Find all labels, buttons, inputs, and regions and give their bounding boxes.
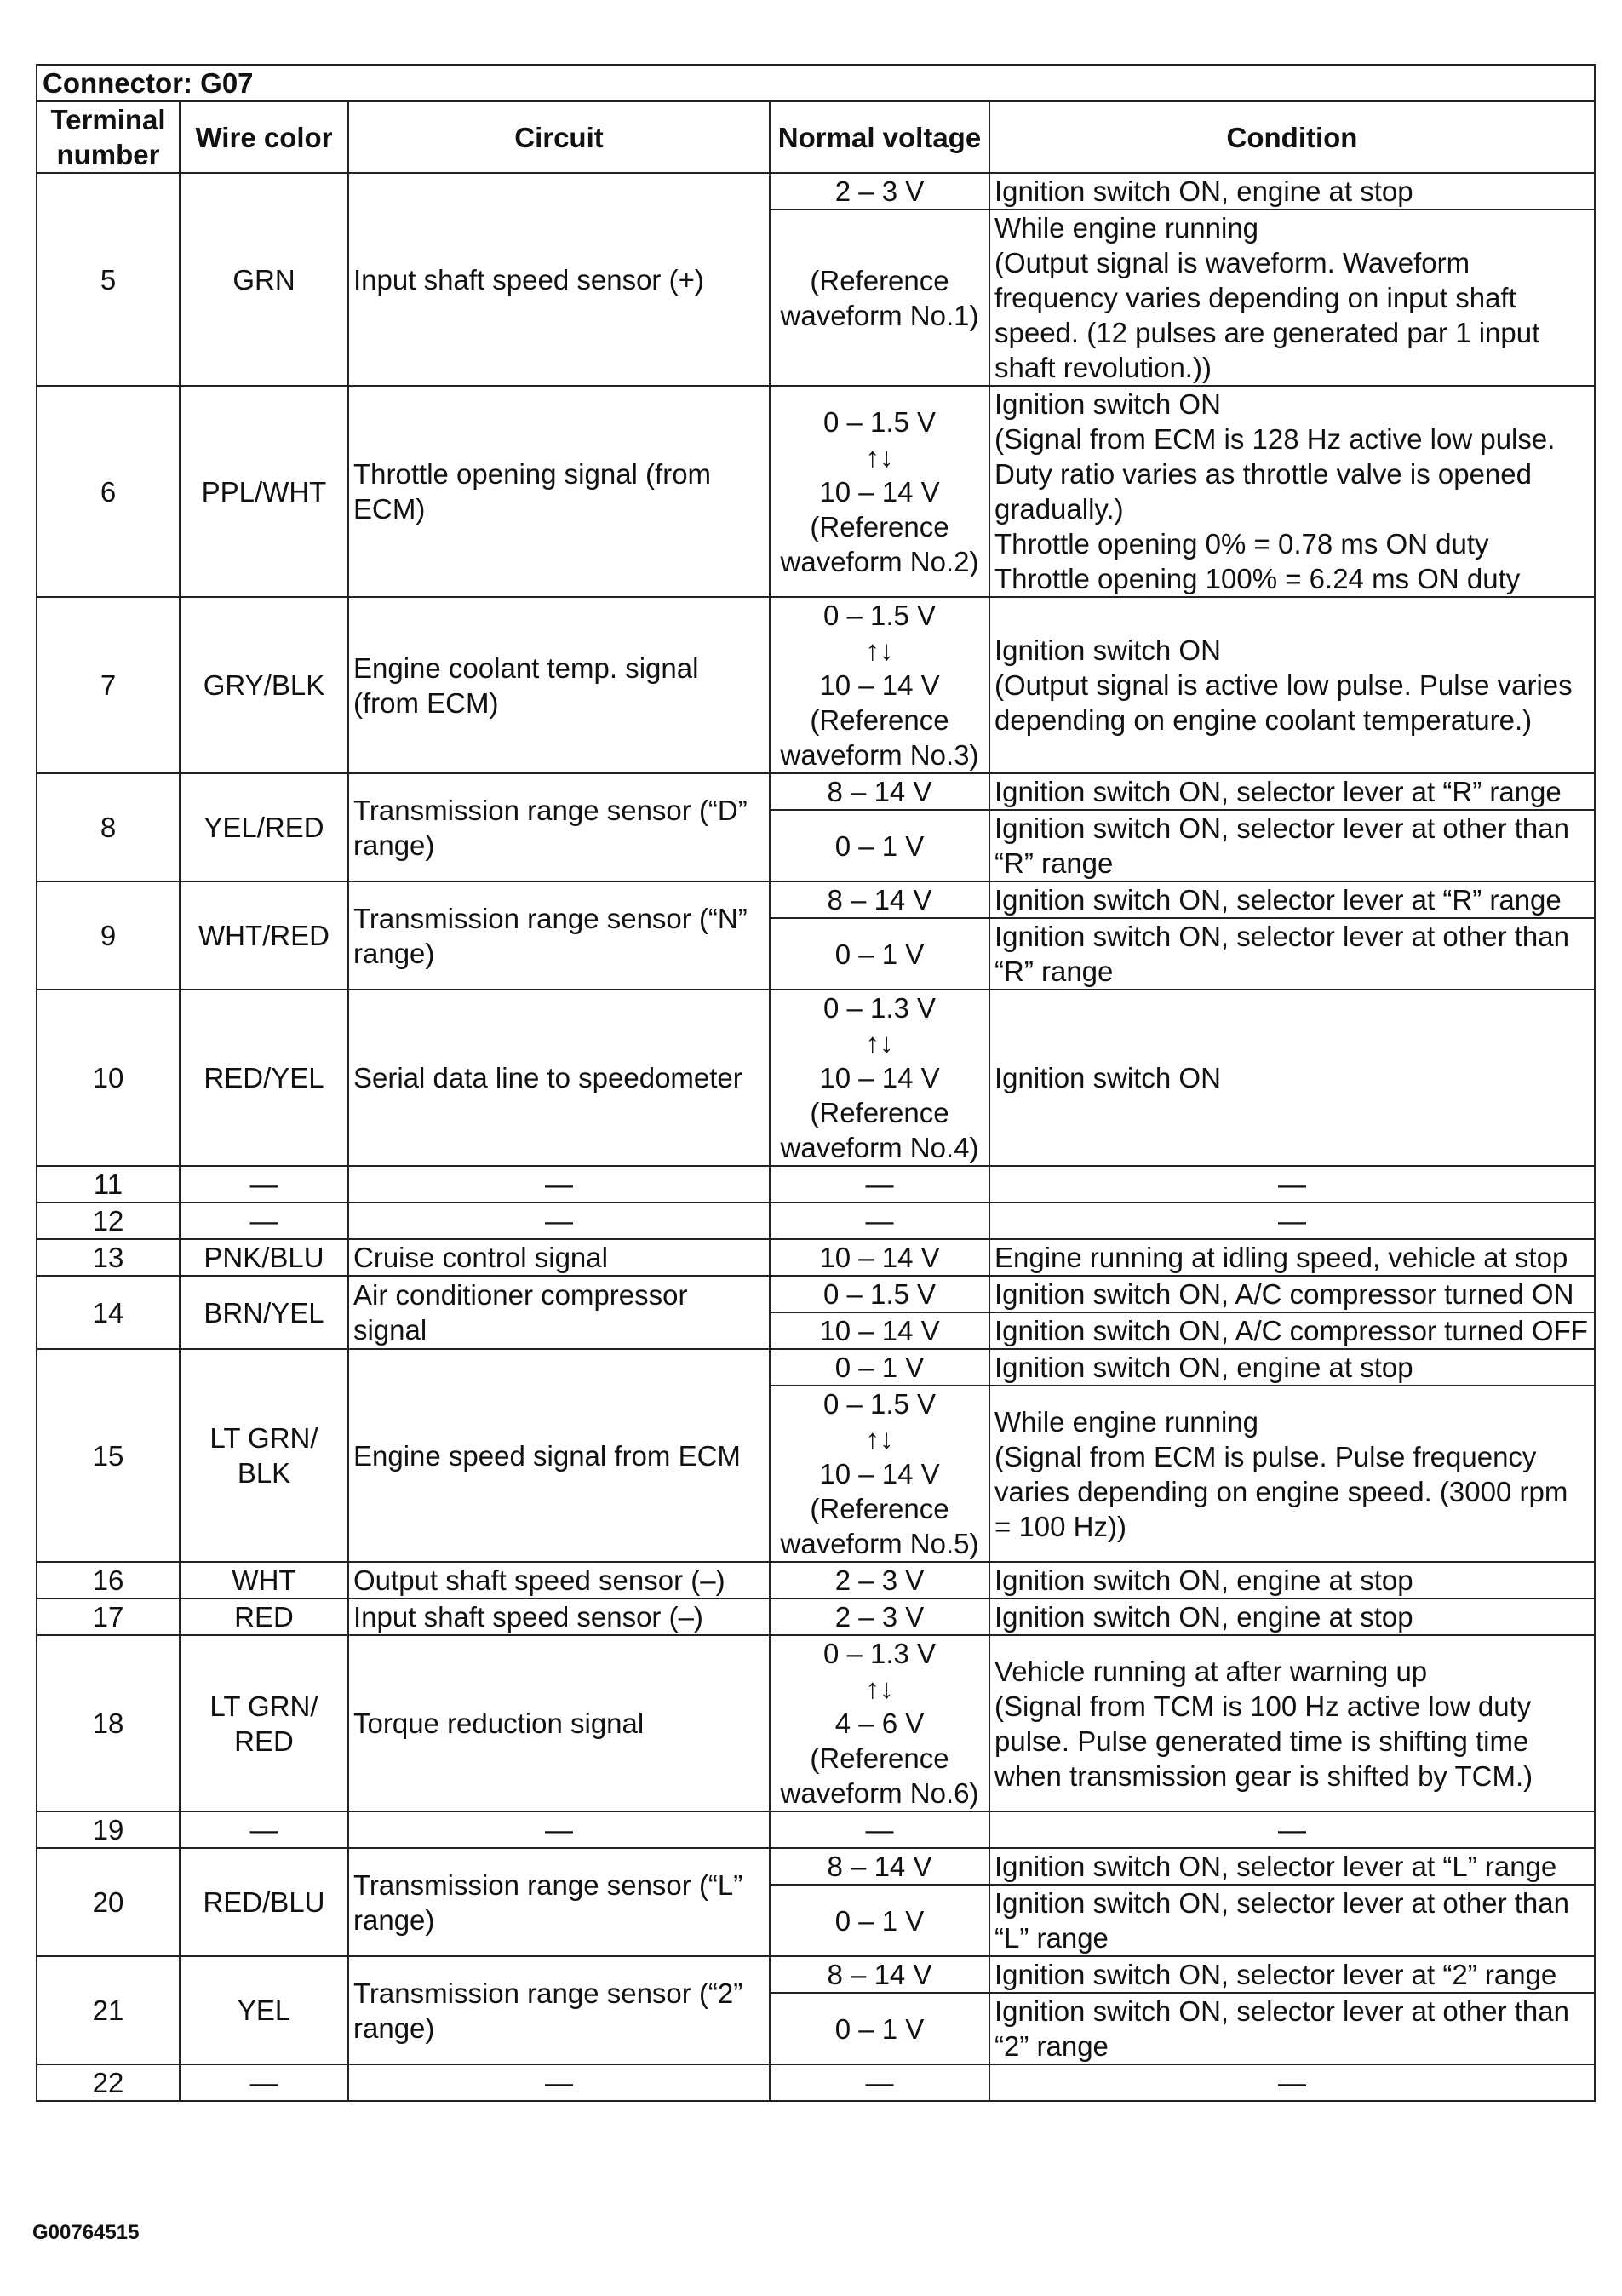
normal-voltage-cell: — xyxy=(770,1166,989,1203)
table-row xyxy=(37,1848,1595,1885)
terminal-number-cell: 11 xyxy=(37,1166,180,1203)
table-row xyxy=(37,597,1595,773)
wire-color-cell: PNK/BLU xyxy=(180,1239,348,1276)
table-row xyxy=(37,1599,1595,1635)
header-condition: Condition xyxy=(989,101,1595,173)
condition-cell: Ignition switch ON, selector lever at “R” range xyxy=(989,773,1595,810)
table-row xyxy=(37,1166,1595,1203)
table-row xyxy=(37,1635,1595,1811)
normal-voltage-cell: 0 – 1 V xyxy=(770,918,989,990)
table-row xyxy=(37,1811,1595,1848)
connector-title-row xyxy=(37,65,1595,101)
circuit-cell: Serial data line to speedometer xyxy=(348,990,770,1166)
circuit-cell: Input shaft speed sensor (+) xyxy=(348,173,770,386)
circuit-cell: — xyxy=(348,2064,770,2101)
circuit-cell: Throttle opening signal (from ECM) xyxy=(348,386,770,597)
condition-cell: Ignition switch ON, A/C compressor turned OFF xyxy=(989,1312,1595,1349)
table-row xyxy=(37,1276,1595,1312)
condition-cell: Ignition switch ON, selector lever at “2” range xyxy=(989,1956,1595,1993)
wire-color-cell: WHT xyxy=(180,1562,348,1599)
wire-color-cell: GRY/BLK xyxy=(180,597,348,773)
circuit-cell: Transmission range sensor (“N” range) xyxy=(348,881,770,990)
connector-table-sheet xyxy=(36,64,1594,2102)
table-row xyxy=(37,881,1595,918)
wire-color-cell: YEL/RED xyxy=(180,773,348,881)
circuit-cell: Torque reduction signal xyxy=(348,1635,770,1811)
terminal-number-cell: 22 xyxy=(37,2064,180,2101)
condition-cell: Ignition switch ON, selector lever at other than “2” range xyxy=(989,1993,1595,2064)
wire-color-cell: LT GRN/ BLK xyxy=(180,1349,348,1562)
normal-voltage-cell: 0 – 1 V xyxy=(770,1349,989,1386)
wire-color-cell: RED/BLU xyxy=(180,1848,348,1956)
condition-cell: — xyxy=(989,2064,1595,2101)
table-row xyxy=(37,386,1595,597)
terminal-number-cell: 7 xyxy=(37,597,180,773)
normal-voltage-cell: 8 – 14 V xyxy=(770,1848,989,1885)
normal-voltage-cell: 0 – 1 V xyxy=(770,1885,989,1956)
normal-voltage-cell: 10 – 14 V xyxy=(770,1312,989,1349)
terminal-number-cell: 9 xyxy=(37,881,180,990)
condition-cell: — xyxy=(989,1811,1595,1848)
circuit-cell: Transmission range sensor (“L” range) xyxy=(348,1848,770,1956)
condition-cell: Ignition switch ON, selector lever at “L” range xyxy=(989,1848,1595,1885)
wire-color-cell: RED xyxy=(180,1599,348,1635)
table-row xyxy=(37,990,1595,1166)
table-row xyxy=(37,1956,1595,1993)
normal-voltage-cell: — xyxy=(770,2064,989,2101)
table-row xyxy=(37,773,1595,810)
circuit-cell: Cruise control signal xyxy=(348,1239,770,1276)
condition-cell: Ignition switch ON, engine at stop xyxy=(989,1562,1595,1599)
figure-code: G00764515 xyxy=(32,2221,140,2244)
circuit-cell: Air conditioner compressor signal xyxy=(348,1276,770,1349)
table-row xyxy=(37,1203,1595,1239)
wire-color-cell: RED/YEL xyxy=(180,990,348,1166)
wire-color-cell: PPL/WHT xyxy=(180,386,348,597)
terminal-number-cell: 16 xyxy=(37,1562,180,1599)
wire-color-cell: BRN/YEL xyxy=(180,1276,348,1349)
connector-table xyxy=(36,64,1596,2102)
wire-color-cell: — xyxy=(180,1166,348,1203)
condition-cell: While engine running (Signal from ECM is pulse. Pulse frequency varies depending on engine speed. (3000 rpm = 100 Hz)) xyxy=(989,1386,1595,1562)
wire-color-cell: — xyxy=(180,1811,348,1848)
header-circuit: Circuit xyxy=(348,101,770,173)
condition-cell: — xyxy=(989,1203,1595,1239)
wire-color-cell: WHT/RED xyxy=(180,881,348,990)
condition-cell: While engine running (Output signal is waveform. Waveform frequency varies depending on input shaft speed. (12 pulses are generated par 1 input shaft revolution.)) xyxy=(989,210,1595,386)
terminal-number-cell: 13 xyxy=(37,1239,180,1276)
normal-voltage-cell: — xyxy=(770,1811,989,1848)
condition-cell: Ignition switch ON (Output signal is active low pulse. Pulse varies depending on engine coolant temperature.) xyxy=(989,597,1595,773)
circuit-cell: Transmission range sensor (“2” range) xyxy=(348,1956,770,2064)
table-row xyxy=(37,2064,1595,2101)
condition-cell: Ignition switch ON, selector lever at “R” range xyxy=(989,881,1595,918)
terminal-number-cell: 14 xyxy=(37,1276,180,1349)
wire-color-cell: LT GRN/ RED xyxy=(180,1635,348,1811)
normal-voltage-cell: 0 – 1.3 V ↑↓ 4 – 6 V (Reference waveform No.6) xyxy=(770,1635,989,1811)
wire-color-cell: GRN xyxy=(180,173,348,386)
normal-voltage-cell: 0 – 1 V xyxy=(770,810,989,881)
normal-voltage-cell: — xyxy=(770,1203,989,1239)
table-row xyxy=(37,173,1595,210)
terminal-number-cell: 18 xyxy=(37,1635,180,1811)
circuit-cell: Output shaft speed sensor (–) xyxy=(348,1562,770,1599)
terminal-number-cell: 17 xyxy=(37,1599,180,1635)
normal-voltage-cell: (Reference waveform No.1) xyxy=(770,210,989,386)
connector-label: Connector: G07 xyxy=(37,65,1595,101)
header-normal-voltage: Normal voltage xyxy=(770,101,989,173)
terminal-number-cell: 15 xyxy=(37,1349,180,1562)
condition-cell: Ignition switch ON, selector lever at other than “R” range xyxy=(989,918,1595,990)
normal-voltage-cell: 10 – 14 V xyxy=(770,1239,989,1276)
header-row xyxy=(37,101,1595,173)
normal-voltage-cell: 2 – 3 V xyxy=(770,1562,989,1599)
condition-cell: Ignition switch ON xyxy=(989,990,1595,1166)
normal-voltage-cell: 2 – 3 V xyxy=(770,173,989,210)
terminal-number-cell: 8 xyxy=(37,773,180,881)
condition-cell: Ignition switch ON, engine at stop xyxy=(989,1349,1595,1386)
normal-voltage-cell: 0 – 1.5 V ↑↓ 10 – 14 V (Reference waveform No.2) xyxy=(770,386,989,597)
terminal-number-cell: 5 xyxy=(37,173,180,386)
condition-cell: — xyxy=(989,1166,1595,1203)
circuit-cell: Transmission range sensor (“D” range) xyxy=(348,773,770,881)
circuit-cell: — xyxy=(348,1203,770,1239)
normal-voltage-cell: 2 – 3 V xyxy=(770,1599,989,1635)
normal-voltage-cell: 0 – 1.5 V ↑↓ 10 – 14 V (Reference waveform No.5) xyxy=(770,1386,989,1562)
header-terminal-number: Terminal number xyxy=(37,101,180,173)
wire-color-cell: — xyxy=(180,1203,348,1239)
circuit-cell: Engine speed signal from ECM xyxy=(348,1349,770,1562)
circuit-cell: — xyxy=(348,1166,770,1203)
circuit-cell: Input shaft speed sensor (–) xyxy=(348,1599,770,1635)
terminal-number-cell: 20 xyxy=(37,1848,180,1956)
condition-cell: Ignition switch ON, selector lever at other than “R” range xyxy=(989,810,1595,881)
terminal-number-cell: 19 xyxy=(37,1811,180,1848)
table-row xyxy=(37,1562,1595,1599)
wire-color-cell: — xyxy=(180,2064,348,2101)
table-row xyxy=(37,1239,1595,1276)
normal-voltage-cell: 0 – 1.5 V ↑↓ 10 – 14 V (Reference waveform No.3) xyxy=(770,597,989,773)
normal-voltage-cell: 8 – 14 V xyxy=(770,1956,989,1993)
circuit-cell: Engine coolant temp. signal (from ECM) xyxy=(348,597,770,773)
condition-cell: Vehicle running at after warning up (Signal from TCM is 100 Hz active low duty pulse. Pulse generated time is shifting time when transmission gear is shifted by TCM.) xyxy=(989,1635,1595,1811)
header-wire-color: Wire color xyxy=(180,101,348,173)
condition-cell: Ignition switch ON, engine at stop xyxy=(989,1599,1595,1635)
terminal-number-cell: 10 xyxy=(37,990,180,1166)
condition-cell: Ignition switch ON, selector lever at other than “L” range xyxy=(989,1885,1595,1956)
normal-voltage-cell: 0 – 1.3 V ↑↓ 10 – 14 V (Reference waveform No.4) xyxy=(770,990,989,1166)
wire-color-cell: YEL xyxy=(180,1956,348,2064)
condition-cell: Engine running at idling speed, vehicle at stop xyxy=(989,1239,1595,1276)
condition-cell: Ignition switch ON, engine at stop xyxy=(989,173,1595,210)
normal-voltage-cell: 0 – 1.5 V xyxy=(770,1276,989,1312)
normal-voltage-cell: 8 – 14 V xyxy=(770,881,989,918)
condition-cell: Ignition switch ON, A/C compressor turned ON xyxy=(989,1276,1595,1312)
terminal-number-cell: 21 xyxy=(37,1956,180,2064)
terminal-number-cell: 6 xyxy=(37,386,180,597)
normal-voltage-cell: 8 – 14 V xyxy=(770,773,989,810)
condition-cell: Ignition switch ON (Signal from ECM is 128 Hz active low pulse. Duty ratio varies as throttle valve is opened gradually.) Throttle opening 0% = 0.78 ms ON duty Throttle opening 100% = 6.24 ms ON duty xyxy=(989,386,1595,597)
normal-voltage-cell: 0 – 1 V xyxy=(770,1993,989,2064)
table-row xyxy=(37,1349,1595,1386)
terminal-number-cell: 12 xyxy=(37,1203,180,1239)
circuit-cell: — xyxy=(348,1811,770,1848)
